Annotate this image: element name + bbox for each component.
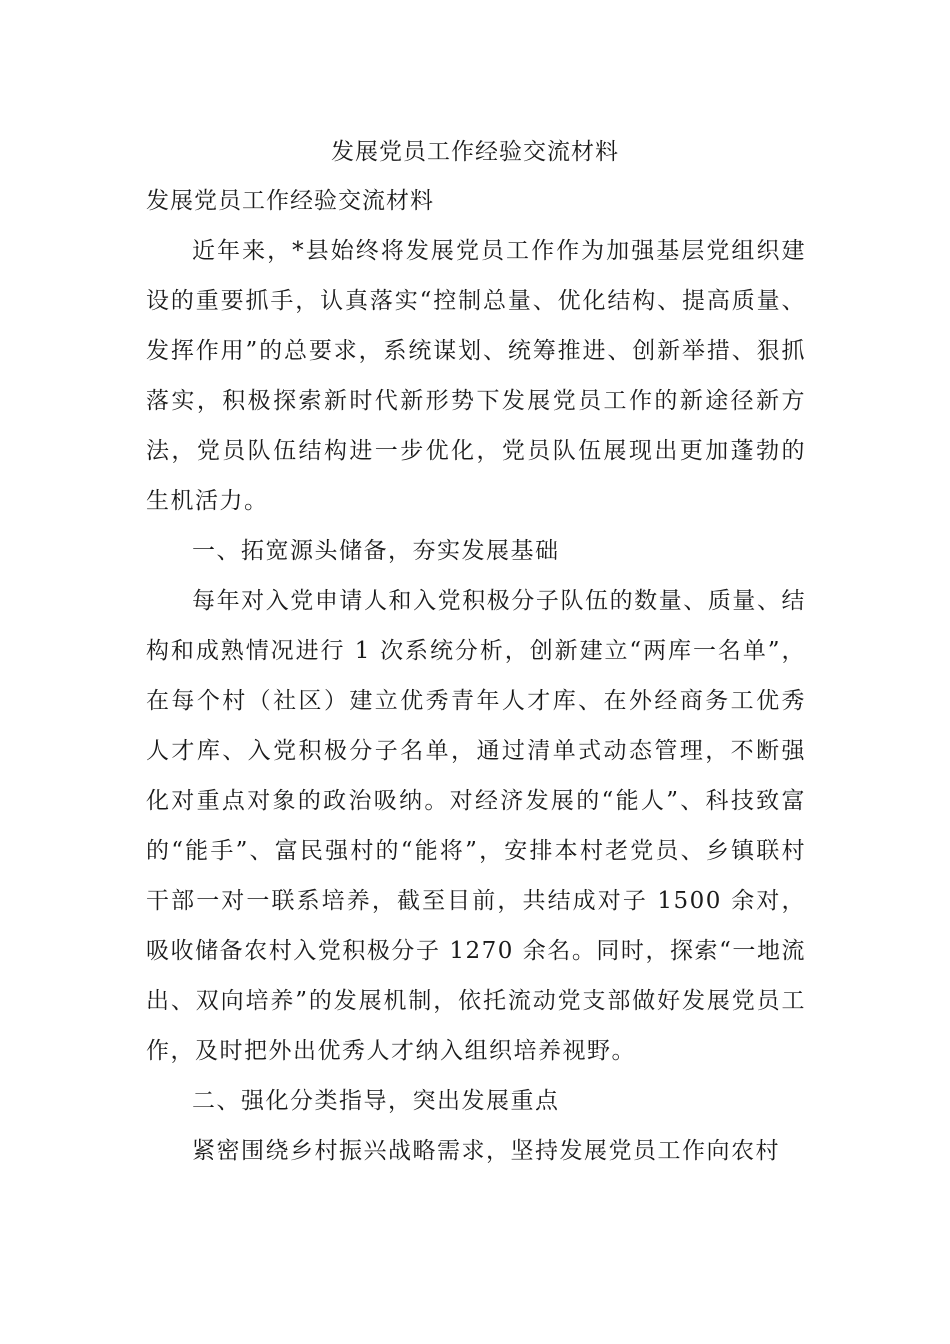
paragraph-section-1: 每年对入党申请人和入党积极分子队伍的数量、质量、结构和成熟情况进行 1 次系统分析，创新建立“两库一名单”，在每个村（社区）建立优秀青年人才库、在外经商务工优秀人才库、入党积极分子名单，通过清单式动态管理，不断强化对重点对象的政治吸纳。对经济发展的“能人”、科技致富的“能手”、富民强村的“能将”，安排本村老党员、乡镇联村干部一对一联系培养，截至目前，共结成对子 1500 余对，吸收储备农村入党积极分子 1270 余名。同时，探索“一地流出、双向培养”的发展机制，依托流动党支部做好发展党员工作，及时把外出优秀人才纳入组织培养视野。	[146, 588, 806, 1064]
paragraph-intro: 近年来，*县始终将发展党员工作作为加强基层党组织建设的重要抓手，认真落实“控制总量、优化结构、提高质量、发挥作用”的总要求，系统谋划、统筹推进、创新举措、狠抓落实，积极探索新时代新形势下发展党员工作的新途径新方法，党员队伍结构进一步优化，党员队伍展现出更加蓬勃的生机活力。	[146, 238, 806, 514]
section-heading-1: 一、拓宽源头储备，夯实发展基础	[192, 538, 560, 564]
document-title: 发展党员工作经验交流材料	[331, 139, 619, 165]
document-subtitle: 发展党员工作经验交流材料	[146, 188, 434, 214]
section-heading-2: 二、强化分类指导，突出发展重点	[192, 1088, 560, 1114]
document-body	[146, 226, 806, 1176]
paragraph-section-2: 紧密围绕乡村振兴战略需求，坚持发展党员工作向农村	[192, 1138, 780, 1164]
